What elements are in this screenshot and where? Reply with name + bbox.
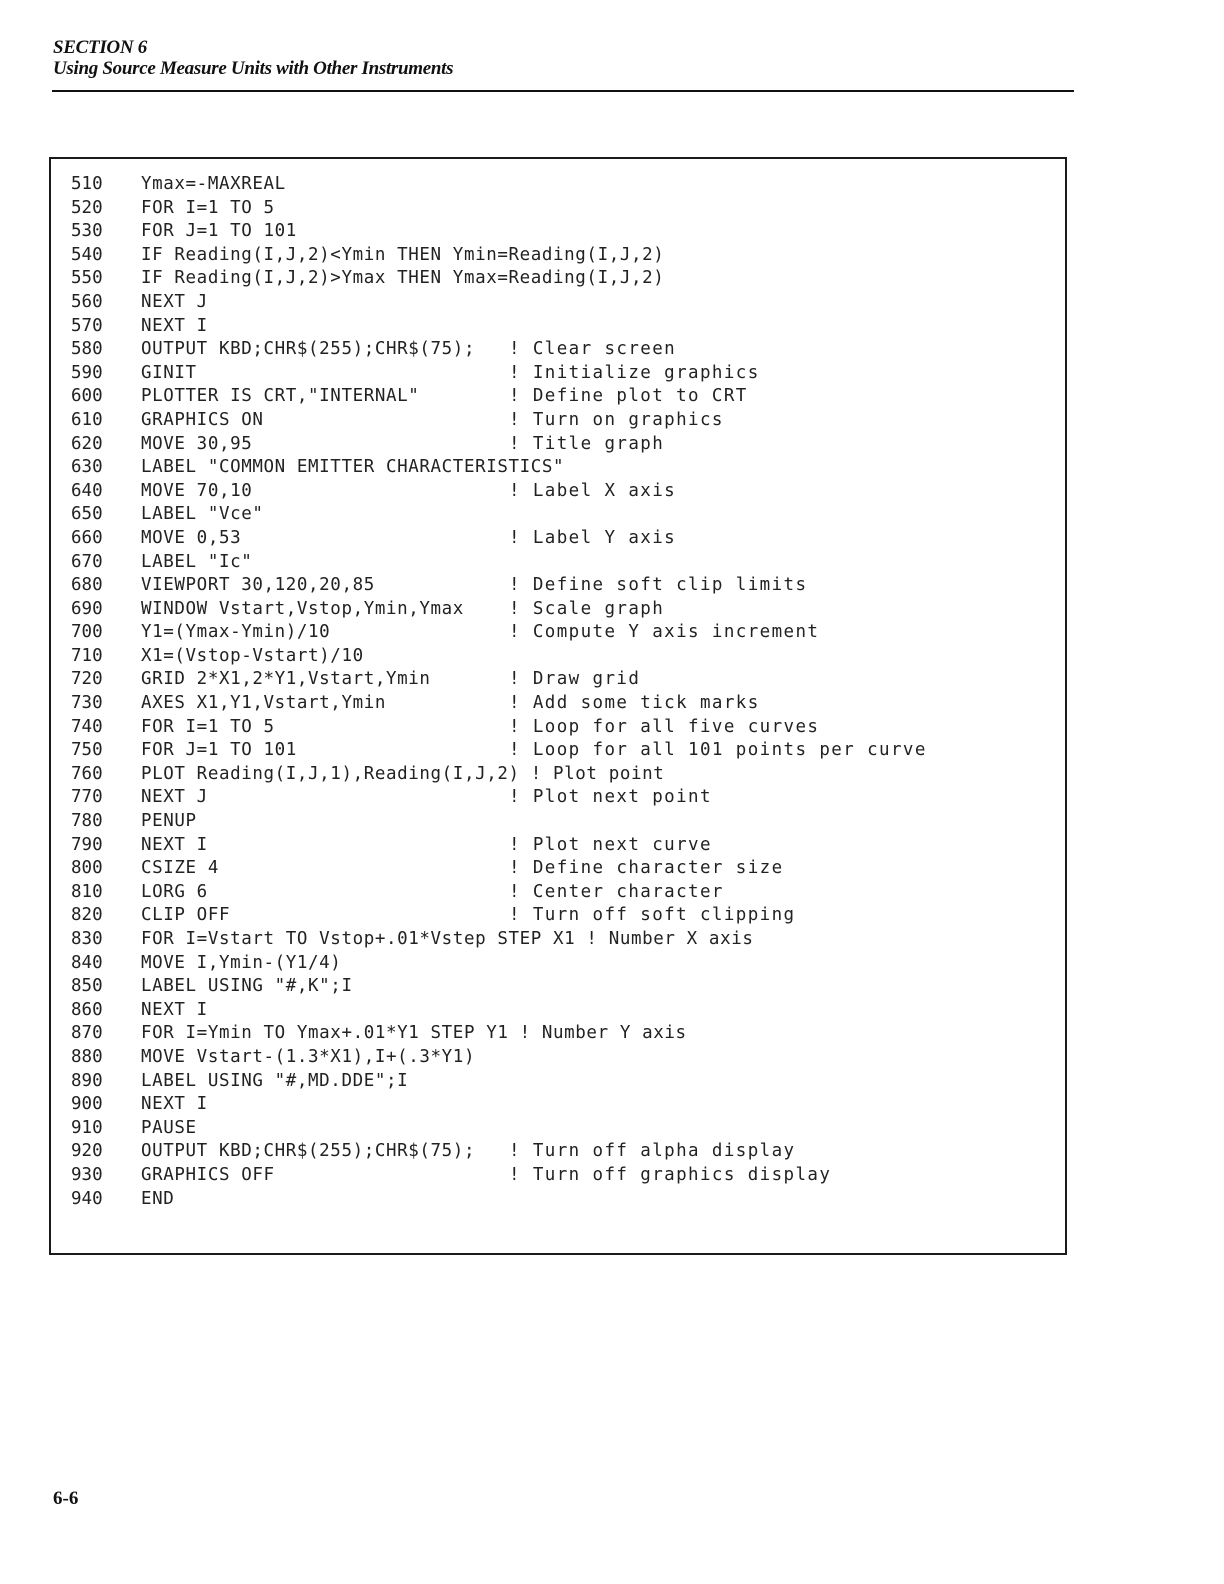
code-statement: CLIP OFF <box>141 905 231 926</box>
line-number: 720 <box>71 669 103 690</box>
code-statement: FOR J=1 TO 101 <box>141 740 297 761</box>
code-line <box>71 786 712 810</box>
line-number: 920 <box>71 1141 103 1162</box>
code-line <box>71 503 264 527</box>
line-number: 660 <box>71 527 103 548</box>
code-statement: LABEL USING "#,MD.DDE";I <box>141 1070 409 1091</box>
line-number: 590 <box>71 362 103 383</box>
code-statement: IF Reading(I,J,2)>Ymax THEN Ymax=Reading(I,J,2) <box>141 268 665 289</box>
code-statement: Ymax=-MAXREAL <box>141 174 286 194</box>
code-statement: Y1=(Ymax-Ymin)/10 <box>141 622 331 643</box>
code-statement: MOVE 30,95 <box>141 433 253 454</box>
code-comment: ! Plot next curve <box>509 834 712 855</box>
code-statement: NEXT J <box>141 291 208 312</box>
code-comment: ! Initialize graphics <box>509 362 760 383</box>
section-subtitle: Using Source Measure Units with Other Instruments <box>53 58 454 79</box>
line-number: 860 <box>71 999 103 1020</box>
code-line <box>71 763 665 787</box>
line-number: 830 <box>71 929 103 949</box>
code-statement: GRID 2*X1,2*Y1,Vstart,Ymin <box>141 669 431 690</box>
code-line <box>71 220 297 244</box>
code-comment: ! Center character <box>509 881 724 902</box>
code-statement: MOVE 0,53 <box>141 527 242 548</box>
code-line <box>71 621 820 645</box>
code-line <box>71 952 342 976</box>
line-number: 890 <box>71 1070 103 1091</box>
line-number: 910 <box>71 1117 103 1138</box>
code-statement: NEXT I <box>141 1094 208 1115</box>
line-number: 650 <box>71 504 103 525</box>
line-number: 770 <box>71 787 103 808</box>
code-line <box>71 291 208 315</box>
code-line <box>71 810 197 834</box>
code-comment: ! Turn off soft clipping <box>509 905 796 926</box>
line-number: 550 <box>71 268 103 289</box>
line-number: 640 <box>71 480 103 501</box>
code-statement: MOVE 70,10 <box>141 480 253 501</box>
code-statement: FOR I=Ymin TO Ymax+.01*Y1 STEP Y1 ! Number Y axis <box>141 1023 687 1044</box>
line-number: 700 <box>71 622 103 643</box>
code-comment: ! Loop for all five curves <box>509 716 820 737</box>
code-comment: ! Add some tick marks <box>509 693 760 714</box>
code-statement: FOR I=1 TO 5 <box>141 197 275 218</box>
code-comment: ! Clear screen <box>509 339 677 360</box>
code-line <box>71 551 253 575</box>
code-line <box>71 1117 197 1141</box>
line-number: 510 <box>71 174 103 194</box>
code-line <box>71 1188 175 1212</box>
code-line <box>71 975 353 999</box>
code-line <box>71 1140 796 1164</box>
section-label: SECTION 6 <box>53 37 147 58</box>
code-statement: AXES X1,Y1,Vstart,Ymin <box>141 693 386 714</box>
line-number: 670 <box>71 551 103 572</box>
code-line <box>71 668 641 692</box>
line-number: 620 <box>71 433 103 454</box>
code-comment: ! Draw grid <box>509 669 641 690</box>
code-statement: FOR J=1 TO 101 <box>141 221 297 242</box>
line-number: 840 <box>71 952 103 973</box>
code-line <box>71 716 820 740</box>
code-comment: ! Turn on graphics <box>509 409 724 430</box>
code-line <box>71 574 808 598</box>
code-statement: LABEL "COMMON EMITTER CHARACTERISTICS" <box>141 457 565 478</box>
line-number: 740 <box>71 716 103 737</box>
code-comment: ! Loop for all 101 points per curve <box>509 740 927 761</box>
line-number: 540 <box>71 244 103 265</box>
code-line <box>71 904 796 928</box>
code-line <box>71 197 275 221</box>
line-number: 810 <box>71 881 103 902</box>
code-comment: ! Plot next point <box>509 787 712 808</box>
header-rule <box>52 90 1074 92</box>
line-number: 800 <box>71 858 103 879</box>
code-line <box>71 928 754 952</box>
code-statement: LABEL "Ic" <box>141 551 253 572</box>
line-number: 790 <box>71 834 103 855</box>
code-line <box>71 1046 476 1070</box>
line-number: 850 <box>71 976 103 997</box>
code-comment: ! Define plot to CRT <box>509 386 748 407</box>
line-number: 870 <box>71 1023 103 1044</box>
code-comment: ! Define soft clip limits <box>509 575 808 596</box>
line-number: 820 <box>71 905 103 926</box>
code-statement: PLOTTER IS CRT,"INTERNAL" <box>141 386 420 407</box>
code-line <box>71 385 748 409</box>
code-line <box>71 834 712 858</box>
line-number: 530 <box>71 221 103 242</box>
line-number: 880 <box>71 1046 103 1067</box>
code-comment: ! Title graph <box>509 433 665 454</box>
code-line <box>71 527 677 551</box>
page-number: 6-6 <box>53 1488 79 1509</box>
code-line <box>71 881 724 905</box>
code-statement: OUTPUT KBD;CHR$(255);CHR$(75); <box>141 1141 476 1162</box>
code-line <box>71 338 677 362</box>
code-statement: OUTPUT KBD;CHR$(255);CHR$(75); <box>141 339 476 360</box>
code-statement: MOVE I,Ymin-(Y1/4) <box>141 952 342 973</box>
program-listing-box <box>49 157 1067 1255</box>
code-comment: ! Compute Y axis increment <box>509 622 820 643</box>
line-number: 600 <box>71 386 103 407</box>
code-line <box>71 739 927 763</box>
line-number: 610 <box>71 409 103 430</box>
line-number: 710 <box>71 645 103 666</box>
code-statement: IF Reading(I,J,2)<Ymin THEN Ymin=Reading(I,J,2) <box>141 244 665 265</box>
code-statement: NEXT J <box>141 787 208 808</box>
code-statement: GINIT <box>141 362 197 383</box>
code-line <box>71 362 760 386</box>
line-number: 730 <box>71 693 103 714</box>
code-statement: X1=(Vstop-Vstart)/10 <box>141 645 364 666</box>
line-number: 520 <box>71 197 103 218</box>
code-statement: PAUSE <box>141 1117 197 1138</box>
code-statement: WINDOW Vstart,Vstop,Ymin,Ymax <box>141 598 464 619</box>
code-statement: NEXT I <box>141 315 208 336</box>
code-comment: ! Scale graph <box>509 598 665 619</box>
code-line <box>71 267 665 291</box>
line-number: 900 <box>71 1094 103 1115</box>
code-line <box>71 1070 409 1094</box>
line-number: 580 <box>71 339 103 360</box>
line-number: 630 <box>71 457 103 478</box>
code-line <box>71 1093 208 1117</box>
program-listing <box>71 173 927 1211</box>
line-number: 560 <box>71 291 103 312</box>
line-number: 570 <box>71 315 103 336</box>
code-line <box>71 1022 687 1046</box>
code-line <box>71 692 760 716</box>
line-number: 680 <box>71 575 103 596</box>
code-line <box>71 456 565 480</box>
code-statement: NEXT I <box>141 834 208 855</box>
code-statement: END <box>141 1188 175 1209</box>
code-statement: FOR I=1 TO 5 <box>141 716 275 737</box>
code-comment: ! Label X axis <box>509 480 677 501</box>
code-statement: VIEWPORT 30,120,20,85 <box>141 575 375 596</box>
code-statement: PLOT Reading(I,J,1),Reading(I,J,2) ! Plot point <box>141 763 665 784</box>
code-line <box>71 645 364 669</box>
code-statement: GRAPHICS ON <box>141 409 264 430</box>
line-number: 940 <box>71 1188 103 1209</box>
code-line <box>71 598 665 622</box>
code-comment: ! Label Y axis <box>509 527 677 548</box>
line-number: 930 <box>71 1164 103 1185</box>
code-statement: FOR I=Vstart TO Vstop+.01*Vstep STEP X1 ! Number X axis <box>141 929 754 949</box>
code-statement: GRAPHICS OFF <box>141 1164 275 1185</box>
code-line <box>71 857 784 881</box>
code-line <box>71 244 665 268</box>
line-number: 750 <box>71 740 103 761</box>
line-number: 760 <box>71 763 103 784</box>
page-header <box>53 38 1073 80</box>
code-line <box>71 173 286 197</box>
code-line <box>71 480 677 504</box>
code-line <box>71 1164 832 1188</box>
code-statement: PENUP <box>141 811 197 832</box>
line-number: 780 <box>71 811 103 832</box>
code-statement: LORG 6 <box>141 881 208 902</box>
code-comment: ! Turn off graphics display <box>509 1164 832 1185</box>
code-comment: ! Turn off alpha display <box>509 1141 796 1162</box>
code-statement: LABEL USING "#,K";I <box>141 976 353 997</box>
code-line <box>71 315 208 339</box>
code-line <box>71 999 208 1023</box>
code-statement: MOVE Vstart-(1.3*X1),I+(.3*Y1) <box>141 1046 476 1067</box>
code-statement: LABEL "Vce" <box>141 504 264 525</box>
code-comment: ! Define character size <box>509 858 784 879</box>
line-number: 690 <box>71 598 103 619</box>
code-statement: NEXT I <box>141 999 208 1020</box>
code-line <box>71 433 665 457</box>
code-line <box>71 409 724 433</box>
code-statement: CSIZE 4 <box>141 858 219 879</box>
